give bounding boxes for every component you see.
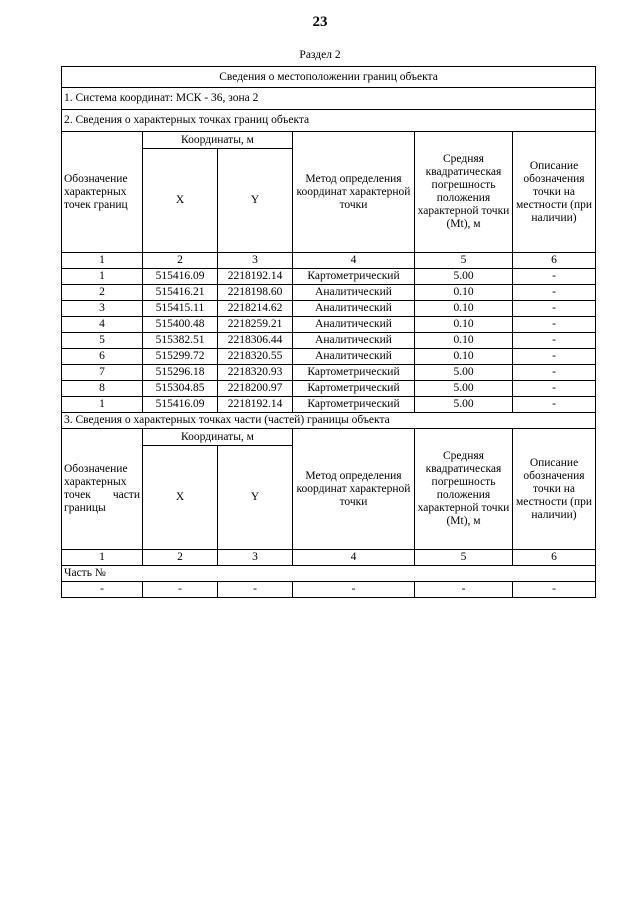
point-error: 0.10 (415, 349, 513, 365)
point-method: Аналитический (293, 317, 415, 333)
header3-description: Описание обозначения точки на местности (при наличии) (513, 429, 596, 550)
point-y: 2218198.60 (218, 285, 293, 301)
point-number: 4 (62, 317, 143, 333)
point-x: 515416.09 (143, 397, 218, 413)
column-number: 2 (143, 253, 218, 269)
part-label: Часть № (62, 566, 596, 582)
column-number: 1 (62, 550, 143, 566)
point-x: 515415.11 (143, 301, 218, 317)
point-error: 0.10 (415, 301, 513, 317)
point-error: 0.10 (415, 285, 513, 301)
point-method: Картометрический (293, 381, 415, 397)
column-number: 3 (218, 253, 293, 269)
point-row (62, 381, 596, 397)
column-number: 3 (218, 550, 293, 566)
point-number: 8 (62, 381, 143, 397)
header3-coordinates: Координаты, м (143, 429, 293, 446)
point-number: 5 (62, 333, 143, 349)
point-error: 0.10 (415, 333, 513, 349)
point-error: 0.10 (415, 317, 513, 333)
header-method: Метод определения координат характерной точки (293, 132, 415, 253)
header-coordinates: Координаты, м (143, 132, 293, 149)
section2-title: 2. Сведения о характерных точках границ объекта (62, 110, 596, 132)
point-error: 5.00 (415, 365, 513, 381)
part-cell: - (62, 582, 143, 598)
point-row (62, 285, 596, 301)
point-method: Картометрический (293, 269, 415, 285)
column-number: 6 (513, 253, 596, 269)
point-error: 5.00 (415, 269, 513, 285)
point-description: - (513, 317, 596, 333)
point-y: 2218214.62 (218, 301, 293, 317)
part-cell: - (143, 582, 218, 598)
header-y: Y (218, 149, 293, 253)
section-label: Раздел 2 (299, 49, 341, 61)
point-y: 2218259.21 (218, 317, 293, 333)
header-x: X (143, 149, 218, 253)
header3-x: X (143, 446, 218, 550)
point-description: - (513, 349, 596, 365)
column-number: 5 (415, 253, 513, 269)
point-error: 5.00 (415, 397, 513, 413)
part-row (62, 582, 596, 598)
point-row (62, 317, 596, 333)
point-row (62, 301, 596, 317)
point-method: Аналитический (293, 333, 415, 349)
part-cell: - (293, 582, 415, 598)
point-number: 1 (62, 397, 143, 413)
point-method: Аналитический (293, 301, 415, 317)
point-row (62, 397, 596, 413)
point-description: - (513, 397, 596, 413)
point-y: 2218192.14 (218, 269, 293, 285)
point-description: - (513, 365, 596, 381)
boundary-table (61, 66, 596, 598)
point-method: Картометрический (293, 397, 415, 413)
point-description: - (513, 381, 596, 397)
point-x: 515304.85 (143, 381, 218, 397)
column-number: 5 (415, 550, 513, 566)
point-number: 7 (62, 365, 143, 381)
point-number: 6 (62, 349, 143, 365)
column-number: 1 (62, 253, 143, 269)
part-cell: - (218, 582, 293, 598)
point-description: - (513, 269, 596, 285)
header3-error: Средняя квадратическая погрешность положения характерной точки (Mt), м (415, 429, 513, 550)
point-number: 2 (62, 285, 143, 301)
column-numbers-row (62, 550, 596, 566)
header-description: Описание обозначения точки на местности (при наличии) (513, 132, 596, 253)
point-x: 515296.18 (143, 365, 218, 381)
point-description: - (513, 285, 596, 301)
header3-y: Y (218, 446, 293, 550)
column-numbers-row (62, 253, 596, 269)
point-method: Картометрический (293, 365, 415, 381)
point-y: 2218200.97 (218, 381, 293, 397)
column-number: 4 (293, 253, 415, 269)
point-y: 2218306.44 (218, 333, 293, 349)
point-x: 515299.72 (143, 349, 218, 365)
point-y: 2218320.55 (218, 349, 293, 365)
point-description: - (513, 301, 596, 317)
coordinate-system: 1. Система координат: МСК - 36, зона 2 (62, 88, 596, 110)
point-y: 2218320.93 (218, 365, 293, 381)
point-x: 515416.09 (143, 269, 218, 285)
point-description: - (513, 333, 596, 349)
part-cell: - (415, 582, 513, 598)
header-error: Средняя квадратическая погрешность положения характерной точки (Mt), м (415, 132, 513, 253)
point-row (62, 349, 596, 365)
column-number: 4 (293, 550, 415, 566)
point-number: 3 (62, 301, 143, 317)
point-method: Аналитический (293, 285, 415, 301)
point-number: 1 (62, 269, 143, 285)
section3-title: 3. Сведения о характерных точках части (частей) границы объекта (62, 413, 596, 429)
header3-method: Метод определения координат характерной точки (293, 429, 415, 550)
table-title: Сведения о местоположении границ объекта (62, 67, 596, 88)
point-x: 515416.21 (143, 285, 218, 301)
point-row (62, 269, 596, 285)
point-row (62, 333, 596, 349)
column-number: 2 (143, 550, 218, 566)
point-method: Аналитический (293, 349, 415, 365)
point-y: 2218192.14 (218, 397, 293, 413)
column-number: 6 (513, 550, 596, 566)
header3-point-designation: Обозначение характерных точек части границы (62, 429, 143, 550)
part-cell: - (513, 582, 596, 598)
point-error: 5.00 (415, 381, 513, 397)
point-row (62, 365, 596, 381)
point-x: 515382.51 (143, 333, 218, 349)
page-number: 23 (312, 14, 328, 30)
point-x: 515400.48 (143, 317, 218, 333)
header-point-designation: Обозначение характерных точек границ (62, 132, 143, 253)
